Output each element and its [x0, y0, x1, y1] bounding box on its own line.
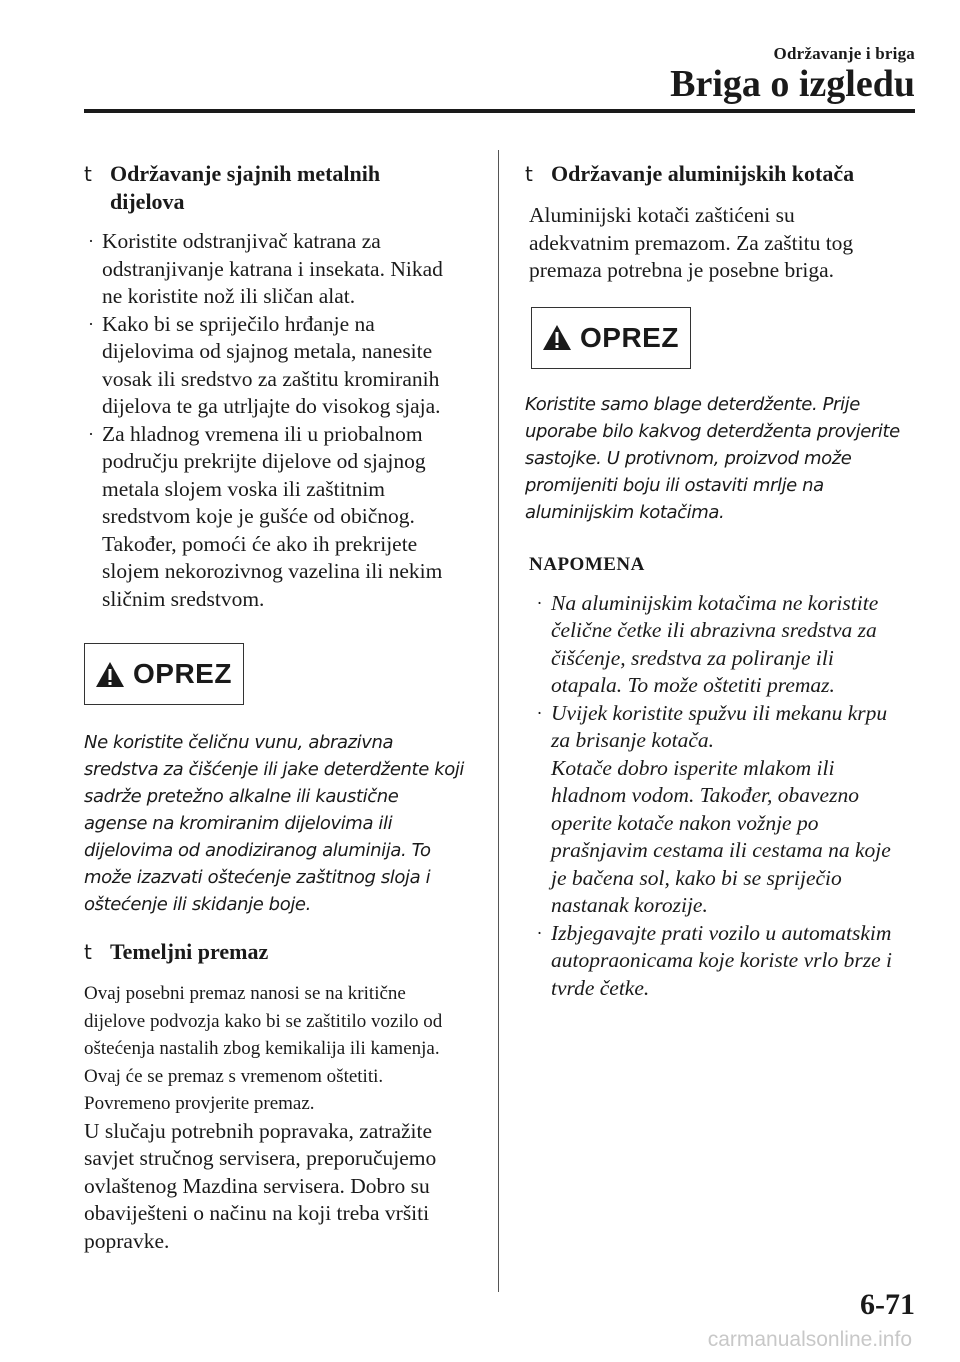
note-title: NAPOMENA	[529, 553, 645, 575]
bullet-icon: ·	[537, 922, 542, 943]
text-line: autopraonicama koje koriste vrlo brze i	[551, 948, 892, 972]
text-line: može izazvati oštećenje zaštitnog sloja i	[84, 867, 431, 888]
text-line: nastanak korozije.	[551, 893, 708, 917]
text-line: Za hladnog vremena ili u priobalnom	[102, 421, 423, 446]
right-column	[525, 160, 915, 1002]
text-line: za brisanje kotača.	[551, 728, 715, 752]
text-line: obaviješteni o načinu na koji treba vršiti	[84, 1201, 430, 1225]
list-item	[533, 590, 915, 700]
text-line: Na aluminijskim kotačima ne koristite	[551, 590, 879, 615]
text-line: operite kotače nakon vožnje po	[551, 810, 819, 835]
text-line: Uvijek koristite spužvu ili mekanu krpu	[551, 700, 888, 725]
text-line: dijelova te ga utrljajte do visokog sjaja.	[102, 394, 441, 418]
watermark: carmanualsonline.info	[707, 1328, 912, 1351]
text-line: Izbjegavajte prati vozilo u automatskim	[551, 920, 892, 945]
caution-text	[84, 729, 470, 918]
text-line: uporabe bilo kakvog deterdženta provjerite	[525, 420, 900, 442]
text-line: Koristite odstranjivač katrana za	[102, 229, 381, 253]
text-line: adekvatnim premazom. Za zaštitu tog	[529, 230, 854, 255]
section-title-line: Održavanje sjajnih metalnih	[110, 161, 381, 186]
text-line: premaza potrebna je posebne briga.	[529, 258, 835, 282]
text-line: savjet stručnog servisera, preporučujemo	[84, 1146, 437, 1170]
text-line: Povremeno provjerite premaz.	[84, 1093, 315, 1114]
text-line: hladnom vodom. Također, obavezno	[551, 783, 859, 807]
list-item	[84, 228, 470, 311]
bullet-icon: ·	[88, 313, 94, 334]
section-title-line: Temeljni premaz	[110, 939, 269, 964]
text-line: sličnim sredstvom.	[102, 586, 265, 611]
text-line: Ne koristite čeličnu vunu, abrazivna	[84, 732, 394, 753]
section-title-line: dijelova	[110, 189, 185, 214]
text-line: Aluminijski kotači zaštićeni su	[529, 203, 795, 227]
text-line: Kotače dobro isperite mlakom ili	[551, 755, 835, 780]
text-line: čišćenje, sredstva za poliranje ili	[551, 645, 834, 670]
text-line: agense na kromiranim dijelovima ili	[84, 813, 393, 834]
underbody-paragraph	[84, 980, 470, 1118]
text-line: prašnjavim cestama ili cestama na koje	[551, 838, 891, 862]
left-column	[84, 160, 470, 1255]
wheels-paragraph	[525, 202, 915, 285]
text-line: sredstvom koje je gušće od običnog.	[102, 504, 415, 528]
warning-triangle-icon	[542, 324, 572, 351]
text-line: tvrde četke.	[551, 975, 650, 1000]
section-heading-underbody	[84, 938, 470, 966]
caution-label: OPREZ	[580, 321, 679, 353]
repair-paragraph	[84, 1118, 470, 1256]
chapter-title: Briga o izgledu	[670, 63, 915, 105]
bullet-icon: ·	[88, 423, 94, 444]
caution-badge	[531, 307, 691, 369]
text-line: dijelovima od sjajnog metala, nanesite	[102, 339, 433, 363]
text-line: Koristite samo blage deterdžente. Prije	[525, 393, 860, 415]
section-marker-icon: t	[84, 940, 92, 964]
text-line: čelične četke ili abrazivna sredstva za	[551, 618, 877, 642]
page-number: 6-71	[860, 1288, 915, 1321]
list-item	[84, 421, 470, 614]
text-line: slojem nekorozivnog vazelina ili nekim	[102, 559, 443, 583]
text-line: Ovaj posebni premaz nanosi se na kritične	[84, 983, 406, 1004]
section-title-line: Održavanje aluminijskih kotača	[551, 161, 855, 186]
text-line: području prekrijte dijelove od sjajnog	[102, 449, 426, 473]
section-marker-icon: t	[525, 162, 533, 186]
shiny-metal-bullets	[84, 228, 470, 613]
text-line: ovlaštenog Mazdina servisera. Dobro su	[84, 1173, 430, 1198]
text-line: aluminijskim kotačima.	[525, 501, 725, 523]
section-marker-icon: t	[84, 162, 92, 186]
text-line: sadrže pretežno alkalne ili kaustične	[84, 786, 399, 807]
text-line: oštećenja nastalih zbog kemikalija ili kamenja.	[84, 1038, 440, 1059]
text-line: ne koristite nož ili sličan alat.	[102, 284, 356, 308]
note-bullets	[525, 590, 915, 1003]
text-line: sredstva za čišćenje ili jake deterdžente koji	[84, 759, 465, 780]
list-item	[84, 311, 470, 421]
text-line: Kako bi se spriječilo hrđanje na	[102, 311, 375, 336]
header-rule	[84, 109, 915, 113]
list-item	[533, 920, 915, 1003]
text-line: odstranjivanje katrana i insekata. Nikad	[102, 256, 443, 281]
chapter-subtitle: Održavanje i briga	[773, 44, 915, 63]
text-line: oštećenje ili skidanje boje.	[84, 894, 311, 915]
text-line: dijelovima od anodiziranog aluminija. To	[84, 840, 431, 861]
list-item	[533, 700, 915, 920]
text-line: dijelove podvozja kako bi se zaštitilo vozilo od	[84, 1010, 443, 1032]
text-line: U slučaju potrebnih popravaka, zatražite	[84, 1118, 433, 1143]
text-line: otapala. To može oštetiti premaz.	[551, 673, 835, 697]
section-heading-shiny-metal	[84, 160, 470, 216]
caution-label: OPREZ	[133, 658, 232, 689]
bullet-icon: ·	[88, 231, 94, 251]
warning-triangle-icon	[95, 661, 125, 688]
text-line: vosak ili sredstvo za zaštitu kromiranih	[102, 366, 440, 391]
text-line: sastojke. U protivnom, proizvod može	[525, 447, 852, 469]
bullet-icon: ·	[537, 702, 542, 723]
text-line: je bačena sol, kako bi se spriječio	[551, 865, 842, 890]
caution-badge	[84, 643, 244, 705]
text-line: Ovaj će se premaz s vremenom oštetiti.	[84, 1065, 384, 1087]
text-line: Također, pomoći će ako ih prekrijete	[102, 531, 418, 556]
text-line: metala slojem voska ili zaštitnim	[102, 476, 386, 501]
text-line: popravke.	[84, 1228, 170, 1253]
section-heading-aluminium-wheels	[525, 160, 915, 188]
column-divider	[498, 150, 499, 1292]
bullet-icon: ·	[537, 592, 542, 613]
text-line: promijeniti boju ili ostaviti mrlje na	[525, 474, 824, 496]
caution-text	[525, 391, 915, 526]
